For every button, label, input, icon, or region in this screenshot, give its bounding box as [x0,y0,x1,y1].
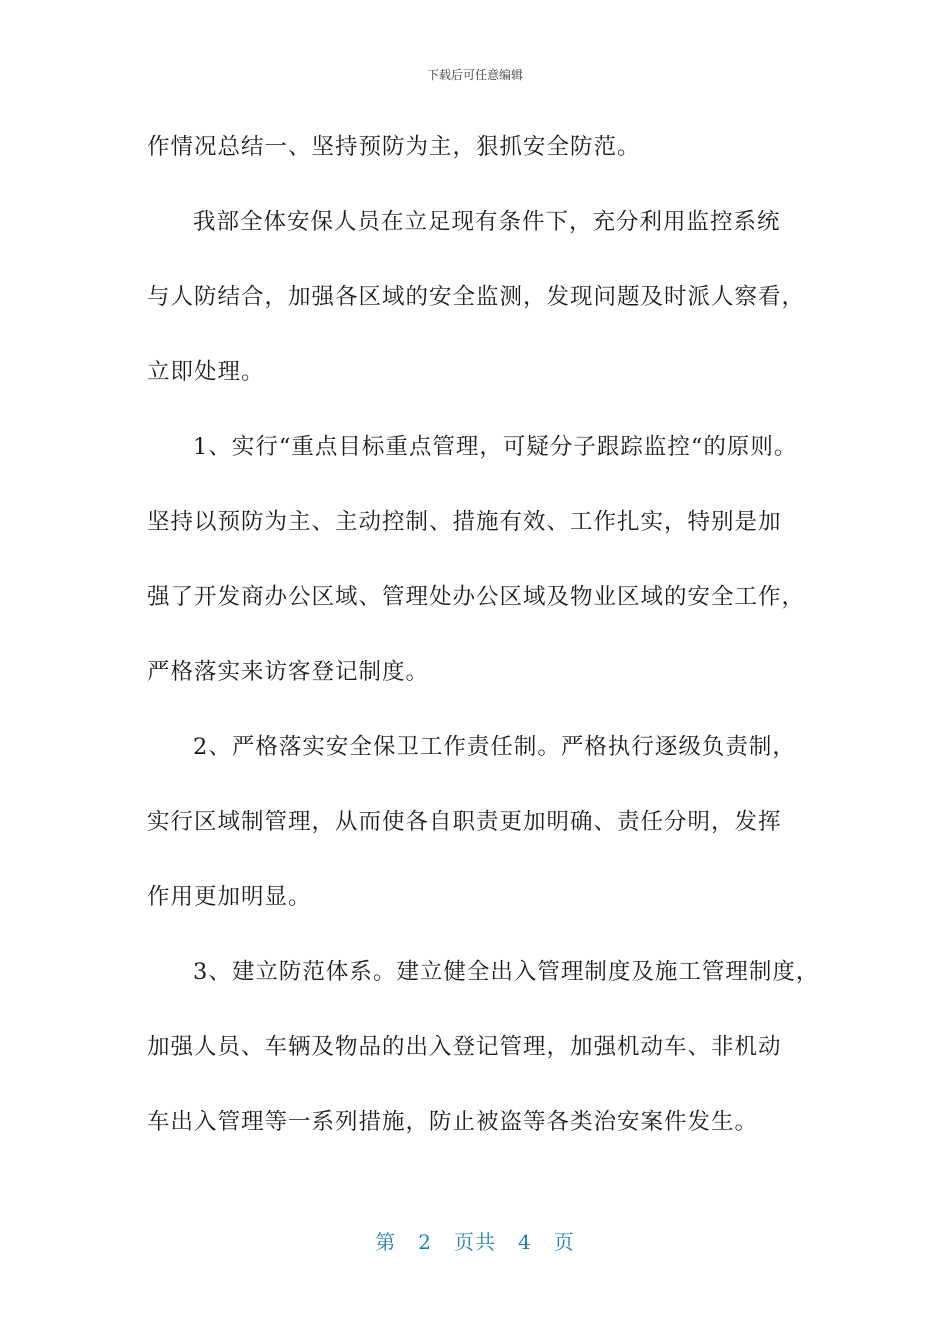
body-line: 与人防结合，加强各区域的安全监测，发现问题及时派人察看， [147,284,806,310]
body-line: 坚持以预防为主、主动控制、措施有效、工作扎实，特别是加 [147,509,782,535]
body-line: 立即处理。 [147,359,265,385]
current-page-number: 2 [418,1230,432,1254]
body-line: 我部全体安保人员在立足现有条件下，充分利用监控系统 [193,209,781,235]
document-body [147,122,827,1172]
body-line: 车出入管理等一系列措施，防止被盗等各类治安案件发生。 [147,1109,759,1135]
body-line: 作用更加明显。 [147,884,312,910]
body-line: 3、建立防范体系。建立健全出入管理制度及施工管理制度， [193,959,820,985]
footer-middle: 页共 [454,1230,496,1254]
page-header-note: 下载后可任意编辑 [426,68,523,82]
body-line: 作情况总结一、坚持预防为主，狠抓安全防范。 [147,134,641,160]
body-line: 实行区域制管理，从而使各自职责更加明确、责任分明，发挥 [147,809,782,835]
body-line: 加强人员、车辆及物品的出入登记管理，加强机动车、非机动 [147,1034,782,1060]
page-number-footer [0,1226,950,1255]
body-line: 2、严格落实安全保卫工作责任制。严格执行逐级负责制， [193,734,796,760]
body-line: 1、实行“重点目标重点管理，可疑分子跟踪监控“的原则。 [193,434,798,460]
footer-prefix: 第 [375,1230,397,1254]
body-line: 严格落实来访客登记制度。 [147,659,430,685]
body-line: 强了开发商办公区域、管理处办公区域及物业区域的安全工作， [147,584,806,610]
total-page-number: 4 [518,1230,532,1254]
footer-suffix: 页 [553,1230,575,1254]
